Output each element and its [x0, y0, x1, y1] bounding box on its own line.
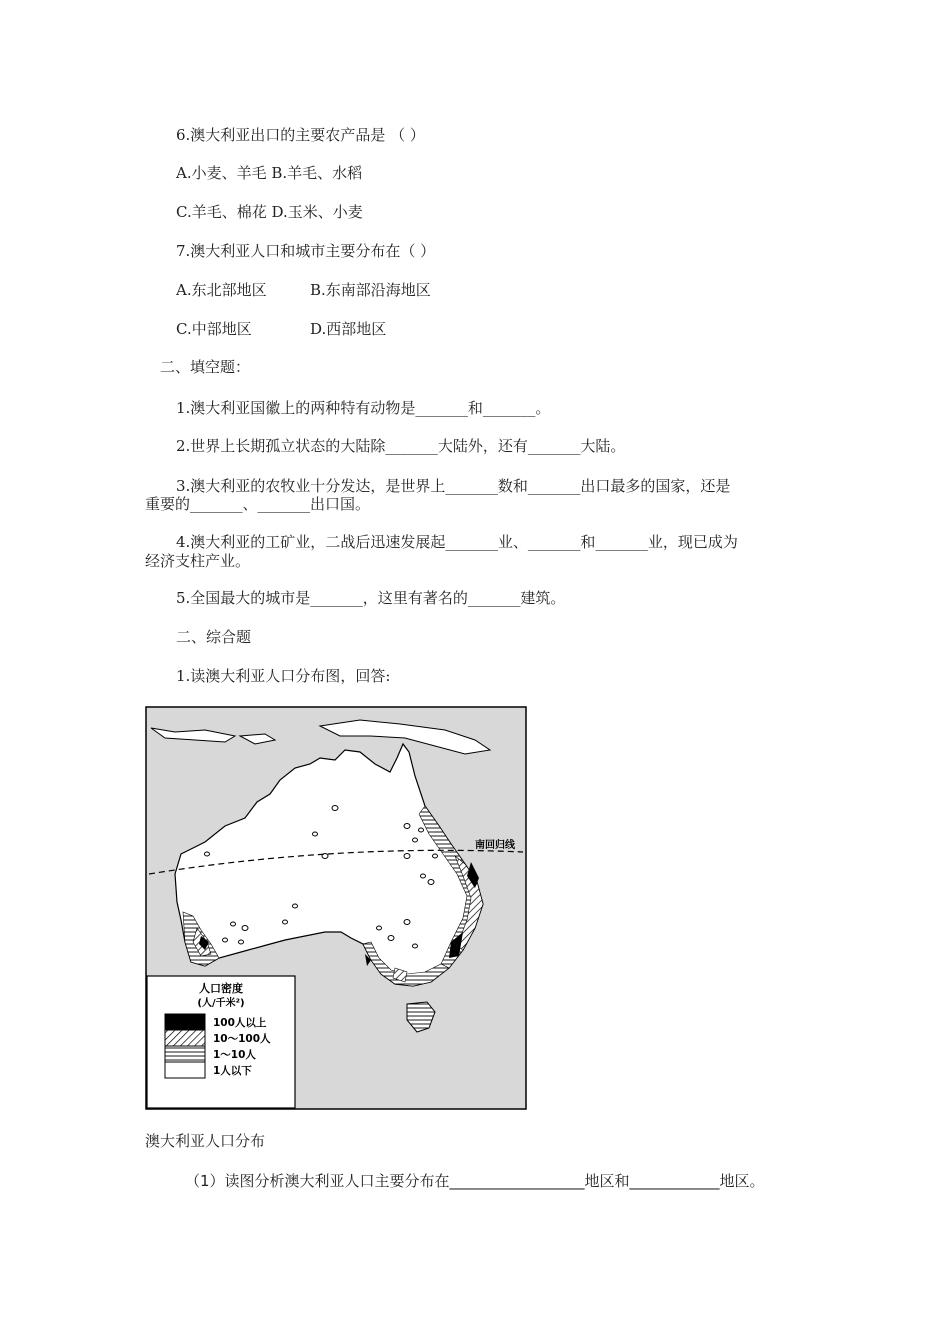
legend-item-sparse: 1～10人	[213, 1049, 256, 1061]
q7-option-a: A.东北部地区	[176, 281, 267, 299]
legend-swatch-sparse	[165, 1046, 205, 1062]
fill-q5: 5.全国最大的城市是_______，这里有著名的_______建筑。	[176, 589, 566, 607]
q6-stem: 6.澳大利亚出口的主要农产品是 （ ）	[176, 126, 425, 144]
q7-option-b: B.东南部沿海地区	[310, 281, 431, 299]
fill-q4-line1: 4.澳大利亚的工矿业，二战后迅速发展起_______业、_______和_______业，现已成为	[176, 533, 738, 551]
q7-option-d: D.西部地区	[310, 320, 387, 338]
legend-title: 人口密度	[199, 982, 243, 995]
section-fill-title: 二、填空题：	[160, 358, 251, 376]
fill-q4-line2: 经济支柱产业。	[145, 552, 251, 570]
legend-swatch-empty	[165, 1062, 205, 1078]
legend-item-dense: 100人以上	[213, 1017, 267, 1029]
map-legend	[147, 976, 295, 1108]
synthesis-q1-part1: （1）读图分析澳大利亚人口主要分布在__________________地区和____________地区。	[185, 1172, 765, 1190]
legend-item-empty: 1人以下	[213, 1065, 252, 1077]
synthesis-q1-stem: 1.读澳大利亚人口分布图，回答:	[176, 667, 391, 685]
legend-item-medium: 10～100人	[213, 1033, 271, 1045]
fill-q1: 1.澳大利亚国徽上的两种特有动物是_______和_______。	[176, 399, 551, 417]
map-caption: 澳大利亚人口分布	[145, 1132, 266, 1150]
q6-options-cd: C.羊毛、棉花 D.玉米、小麦	[176, 203, 363, 221]
q7-stem: 7.澳大利亚人口和城市主要分布在（ ）	[176, 242, 436, 260]
fill-q2: 2.世界上长期孤立状态的大陆除_______大陆外，还有_______大陆。	[176, 437, 626, 455]
legend-swatch-dense	[165, 1014, 205, 1030]
legend-swatch-medium	[165, 1030, 205, 1046]
q6-options-ab: A.小麦、羊毛 B.羊毛、水稻	[176, 164, 363, 182]
fill-q3-line1: 3.澳大利亚的农牧业十分发达，是世界上_______数和_______出口最多的国家，还是	[176, 477, 731, 495]
tropic-label: 南回归线	[475, 840, 515, 851]
fill-q3-line2: 重要的_______、_______出口国。	[145, 495, 371, 513]
section-synthesis-title: 二、综合题	[176, 628, 252, 646]
legend-unit: (人/千米²)	[197, 998, 245, 1009]
australia-population-map	[145, 706, 527, 1110]
q7-option-c: C.中部地区	[176, 320, 252, 338]
